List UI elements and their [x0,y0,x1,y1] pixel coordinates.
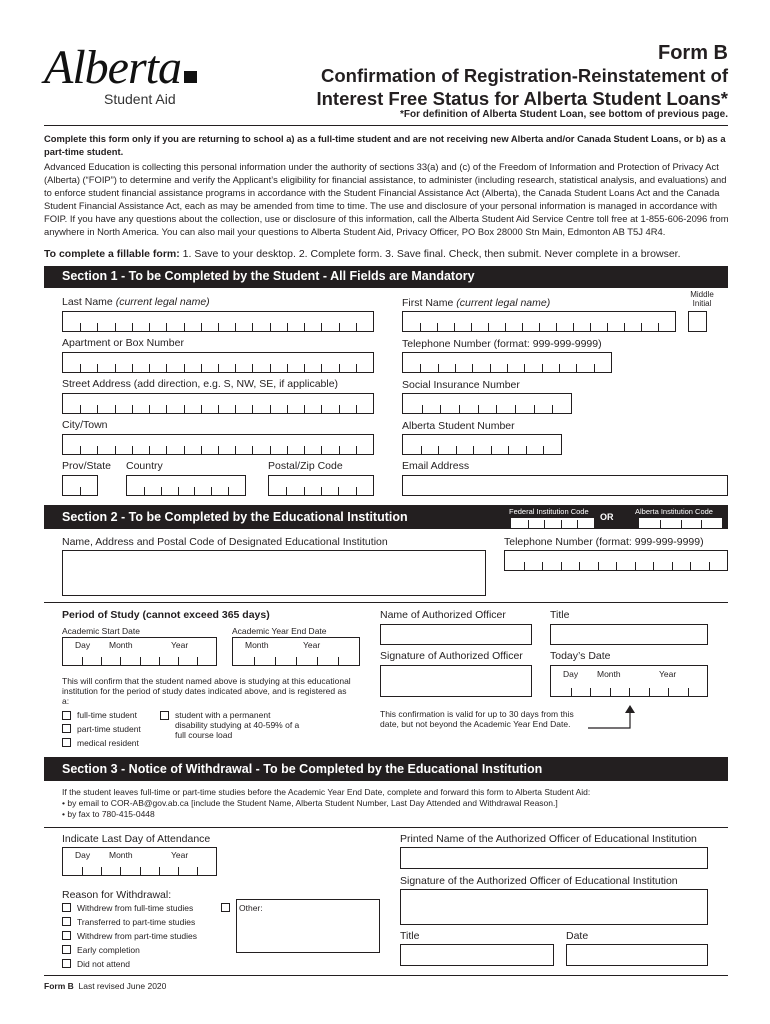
comb-tick [496,405,497,413]
postal-field[interactable] [268,475,374,496]
comb-tick [539,323,540,331]
officer-signature-field[interactable] [380,665,532,697]
comb-tick [275,657,276,665]
comb-tick [473,446,474,454]
day-label: Day [563,669,579,679]
valid-note: This confirmation is valid for up to 30 days from this date, but not beyond the Academic Year End Date. [380,709,574,729]
end-date-label: Academic Year End Date [232,626,327,636]
comb-tick [82,867,83,875]
form-id: Form B [658,42,728,64]
comb-tick [594,364,595,372]
comb-tick [287,364,288,372]
comb-tick [437,323,438,331]
full-time-label: full-time student [77,710,137,720]
comb-tick [524,364,525,372]
comb-tick [681,520,682,528]
first-name-field[interactable] [402,311,676,332]
federal-code-label: Federal Institution Code [509,507,589,516]
logo-subtitle: Student Aid [104,91,176,107]
comb-tick [339,446,340,454]
comb-tick [132,446,133,454]
comb-tick [97,323,98,331]
comb-tick [149,446,150,454]
comb-tick [421,446,422,454]
comb-tick [490,364,491,372]
comb-tick [590,323,591,331]
city-field[interactable] [62,434,374,455]
comb-tick [561,562,562,570]
comb-tick [184,364,185,372]
comb-tick [166,405,167,413]
instructions: Complete this form only if you are returning to school a) as a full-time student and are not receiving new Alberta and/or Canada Student Loans, or b) as a part-time student. [44,133,726,157]
withdrawal-fax-bullet: • by fax to 780-415-0448 [62,809,155,819]
sin-label: Social Insurance Number [402,379,520,391]
prov-field[interactable] [62,475,98,496]
reason-full-time-checkbox[interactable] [62,903,71,912]
comb-tick [201,364,202,372]
comb-tick [649,688,650,696]
comb-tick [440,405,441,413]
apartment-field[interactable] [62,352,374,373]
comb-tick [235,364,236,372]
comb-tick [339,323,340,331]
comb-tick [140,657,141,665]
withdraw-date-field[interactable] [566,944,708,966]
comb-tick [653,562,654,570]
reason-other-checkbox[interactable] [221,903,230,912]
comb-tick [144,487,145,495]
comb-tick [542,562,543,570]
comb-tick [140,867,141,875]
comb-tick [80,446,81,454]
comb-tick [701,520,702,528]
institution-name-label: Name, Address and Postal Code of Designated Educational Institution [62,536,388,548]
country-label: Country [126,460,163,472]
comb-tick [82,657,83,665]
disability-label: student with a permanent disability studying at 40-59% of a full course load [175,710,300,740]
comb-tick [254,657,255,665]
comb-tick [120,867,121,875]
middle-initial-label: Middle Initial [690,290,714,308]
comb-tick [201,446,202,454]
comb-tick [356,405,357,413]
comb-tick [252,323,253,331]
year-label: Year [659,669,677,679]
comb-tick [356,364,357,372]
comb-tick [356,487,357,495]
reason-part-time-checkbox[interactable] [62,931,71,940]
comb-tick [658,323,659,331]
comb-tick [660,520,661,528]
confirm-text: This will confirm that the student named above is studying at this educational institution for the period of study dates indicated above, and is registered as a: [62,676,351,706]
fillable-steps: 1. Save to your desktop. 2. Complete form. 3. Save final. Check, then submit. Never complete in a browser. [182,248,681,260]
comb-tick [235,446,236,454]
month-label: Month [245,640,269,650]
institution-name-field[interactable] [62,550,486,596]
other-label: Other: [239,903,263,913]
comb-tick [356,446,357,454]
comb-tick [304,487,305,495]
middle-initial-field[interactable] [688,311,707,332]
footer [44,981,166,991]
prov-label: Prov/State [62,460,112,472]
withdraw-signature-field[interactable] [400,889,708,925]
comb-tick [576,364,577,372]
comb-tick [235,323,236,331]
comb-tick [488,323,489,331]
federal-code-field[interactable] [510,517,595,529]
reason-early-checkbox[interactable] [62,945,71,954]
comb-tick [132,405,133,413]
reason-early-label: Early completion [77,945,140,955]
comb-tick [159,657,160,665]
street-label: Street Address (add direction, e.g. S, NW, SE, if applicable) [62,378,339,390]
comb-tick [235,405,236,413]
comb-tick [166,323,167,331]
arrow-up-icon [588,704,636,732]
comb-tick [149,323,150,331]
sin-field[interactable] [402,393,572,414]
part-time-label: part-time student [77,724,141,734]
footer-divider [44,975,728,976]
alberta-code-field[interactable] [638,517,723,529]
comb-tick [629,688,630,696]
comb-tick [115,323,116,331]
comb-tick [270,446,271,454]
comb-tick [178,867,179,875]
comb-tick [115,405,116,413]
definition-note: *For definition of Alberta Student Loan, see bottom of previous page. [400,109,728,120]
or-label: OR [600,512,614,522]
footer-revised: Last revised June 2020 [78,981,167,991]
comb-tick [607,323,608,331]
apartment-label: Apartment or Box Number [62,337,184,349]
last-name-label: Last Name (current legal name) [62,296,210,308]
comb-tick [201,405,202,413]
comb-tick [556,323,557,331]
last-day-field[interactable] [62,847,217,876]
reason-not-attend-checkbox[interactable] [62,959,71,968]
day-label: Day [75,850,91,860]
comb-tick [524,562,525,570]
comb-tick [690,562,691,570]
asn-field[interactable] [402,434,562,455]
last-name-field[interactable] [62,311,374,332]
month-label: Month [597,669,621,679]
comb-tick [97,446,98,454]
intro-text [44,132,729,238]
comb-tick [120,657,121,665]
comb-tick [505,323,506,331]
reason-part-time-label: Withdrew from part-time studies [77,931,197,941]
comb-tick [80,323,81,331]
comb-tick [668,688,669,696]
day-label: Day [75,640,91,650]
institution-codes [505,505,728,529]
comb-tick [270,364,271,372]
comb-tick [542,364,543,372]
comb-tick [709,562,710,570]
end-date-field[interactable] [232,637,360,666]
comb-tick [635,562,636,570]
comb-tick [471,323,472,331]
comb-tick [339,405,340,413]
comb-tick [478,405,479,413]
comb-tick [197,867,198,875]
year-label: Year [171,640,189,650]
comb-tick [321,364,322,372]
comb-tick [577,520,578,528]
comb-tick [218,405,219,413]
comb-tick [420,364,421,372]
withdraw-title-field[interactable] [400,944,554,966]
comb-tick [101,657,102,665]
comb-tick [456,446,457,454]
year-label: Year [171,850,189,860]
withdraw-date-label: Date [566,930,589,942]
start-date-label: Academic Start Date [62,626,140,636]
period-title: Period of Study (cannot exceed 365 days) [62,609,270,621]
comb-tick [321,487,322,495]
form-title-line2: Interest Free Status for Alberta Student Loans* [316,88,728,109]
year-label: Year [303,640,321,650]
reason-label: Reason for Withdrawal: [62,889,172,901]
comb-tick [218,323,219,331]
footer-form-id: Form B [44,981,74,991]
comb-tick [101,867,102,875]
comb-tick [161,487,162,495]
comb-tick [218,364,219,372]
comb-tick [438,446,439,454]
comb-tick [252,364,253,372]
withdrawal-info-text: If the student leaves full-time or part-time studies before the Academic Year End Date, complete and forward this form to Alberta Student Aid: [62,787,591,797]
comb-tick [211,487,212,495]
fillable-instructions [44,248,681,260]
comb-tick [286,487,287,495]
comb-tick [252,446,253,454]
postal-label: Postal/Zip Code [268,460,343,472]
comb-tick [579,562,580,570]
comb-tick [228,487,229,495]
last-day-label: Indicate Last Day of Attendance [62,833,211,845]
reason-transfer-label: Transferred to part-time studies [77,917,196,927]
institution-phone-label: Telephone Number (format: 999-999-9999) [504,536,704,548]
comb-tick [641,323,642,331]
comb-tick [287,446,288,454]
comb-tick [270,405,271,413]
full-time-checkbox[interactable] [62,711,71,720]
comb-tick [616,562,617,570]
comb-tick [218,446,219,454]
comb-tick [561,520,562,528]
todays-date-label: Today’s Date [550,650,611,662]
comb-tick [571,688,572,696]
email-field[interactable] [402,475,728,496]
first-name-label: First Name (current legal name) [402,297,551,309]
section2-divider [44,602,728,603]
medical-label: medical resident [77,738,139,748]
comb-tick [526,446,527,454]
comb-tick [672,562,673,570]
withdraw-title-label: Title [400,930,420,942]
officer-title-label: Title [550,609,570,621]
comb-tick [491,446,492,454]
start-date-field[interactable] [62,637,217,666]
asn-label: Alberta Student Number [402,420,515,432]
comb-tick [420,323,421,331]
comb-tick [304,364,305,372]
comb-tick [252,405,253,413]
comb-tick [184,446,185,454]
comb-tick [296,657,297,665]
email-label: Email Address [402,460,470,472]
comb-tick [321,405,322,413]
reason-not-attend-label: Did not attend [77,959,130,969]
comb-tick [178,487,179,495]
officer-title-field[interactable] [550,624,708,645]
comb-tick [321,446,322,454]
withdrawal-info [62,787,722,820]
month-label: Month [109,850,133,860]
comb-tick [534,405,535,413]
comb-tick [598,562,599,570]
city-label: City/Town [62,419,108,431]
comb-tick [80,487,81,495]
comb-tick [544,520,545,528]
comb-tick [472,364,473,372]
medical-checkbox[interactable] [62,738,71,747]
comb-tick [522,323,523,331]
withdrawal-email-bullet: • by email to COR-AB@gov.ab.ca [include the Student Name, Alberta Student Number, Last Day Attended and Withdrawal Reason.] [62,798,558,808]
comb-tick [317,657,318,665]
comb-tick [543,446,544,454]
comb-tick [304,405,305,413]
comb-tick [270,323,271,331]
comb-tick [454,323,455,331]
comb-tick [184,323,185,331]
comb-tick [97,364,98,372]
comb-tick [624,323,625,331]
printed-name-field[interactable] [400,847,708,869]
comb-tick [80,405,81,413]
comb-tick [178,657,179,665]
section3-divider [44,827,728,828]
officer-name-label: Name of Authorized Officer [380,609,506,621]
telephone-label: Telephone Number (format: 999-999-9999) [402,338,602,350]
alberta-code-label: Alberta Institution Code [635,507,713,516]
comb-tick [338,487,339,495]
comb-tick [515,405,516,413]
comb-tick [455,364,456,372]
withdraw-signature-label: Signature of the Authorized Officer of Educational Institution [400,875,678,887]
comb-tick [573,323,574,331]
comb-tick [552,405,553,413]
section1-header: Section 1 - To be Completed by the Student - All Fields are Mandatory [44,266,728,288]
comb-tick [610,688,611,696]
comb-tick [132,364,133,372]
comb-tick [559,364,560,372]
reason-other-field[interactable] [236,899,380,953]
comb-tick [339,364,340,372]
alberta-logo: Alberta [44,44,197,92]
month-label: Month [109,640,133,650]
comb-tick [422,405,423,413]
todays-date-field[interactable] [550,665,708,697]
comb-tick [287,405,288,413]
comb-tick [115,364,116,372]
comb-tick [304,323,305,331]
reason-transfer-checkbox[interactable] [62,917,71,926]
fillable-label: To complete a fillable form: [44,248,180,260]
part-time-checkbox[interactable] [62,724,71,733]
institution-phone-field[interactable] [504,550,728,571]
comb-tick [97,405,98,413]
comb-tick [115,446,116,454]
telephone-field[interactable] [402,352,612,373]
comb-tick [688,688,689,696]
comb-tick [132,323,133,331]
header-divider [44,125,728,126]
reason-full-time-label: Withdrew from full-time studies [77,903,194,913]
comb-tick [166,446,167,454]
comb-tick [321,323,322,331]
comb-tick [459,405,460,413]
comb-tick [194,487,195,495]
comb-tick [159,867,160,875]
privacy-notice: Advanced Education is collecting this personal information under the authority of sections 33(a) and (c) of the Freedom of Information and Protection of Privacy Act (Alberta) (“FOIP”) to determine and verify the Applicant’s eligibility for financial assistance, to administer (including research, statistical analysis, and evaluations) and to enforce student financial assistance programs in accordance with the Student Financial Assistance Act (Alberta), the Canada Student Loans Act and the Canada Student Financial Assistance Act, each as may be amended from time to time. The use and disclosure of your personal information is managed in accordance with FOIP. If you have any questions about the collection, use or disclosure of this information, call the Alberta Student Aid Service Centre toll free at 1-855-606-2096 from anywhere in North America. You can also mail your questions to Alberta Student Aid, Privacy Officer, PO Box 28000 Stn Main, Edmonton AB T5J 4R4. [44,161,729,237]
section2-title: Section 2 - To be Completed by the Educational Institution [62,510,408,524]
comb-tick [149,405,150,413]
comb-tick [287,323,288,331]
comb-tick [507,364,508,372]
comb-tick [197,657,198,665]
comb-tick [201,323,202,331]
officer-name-field[interactable] [380,624,532,645]
officer-signature-label: Signature of Authorized Officer [380,650,523,662]
comb-tick [508,446,509,454]
street-field[interactable] [62,393,374,414]
comb-tick [184,405,185,413]
comb-tick [304,446,305,454]
section3-header: Section 3 - Notice of Withdrawal - To be Completed by the Educational Institution [44,757,728,781]
comb-tick [528,520,529,528]
comb-tick [80,364,81,372]
comb-tick [438,364,439,372]
form-title-line1: Confirmation of Registration-Reinstatement of [320,65,728,86]
comb-tick [149,364,150,372]
comb-tick [338,657,339,665]
printed-name-label: Printed Name of the Authorized Officer of Educational Institution [400,833,697,845]
comb-tick [356,323,357,331]
country-field[interactable] [126,475,246,496]
comb-tick [590,688,591,696]
comb-tick [166,364,167,372]
disability-checkbox[interactable] [160,711,169,720]
